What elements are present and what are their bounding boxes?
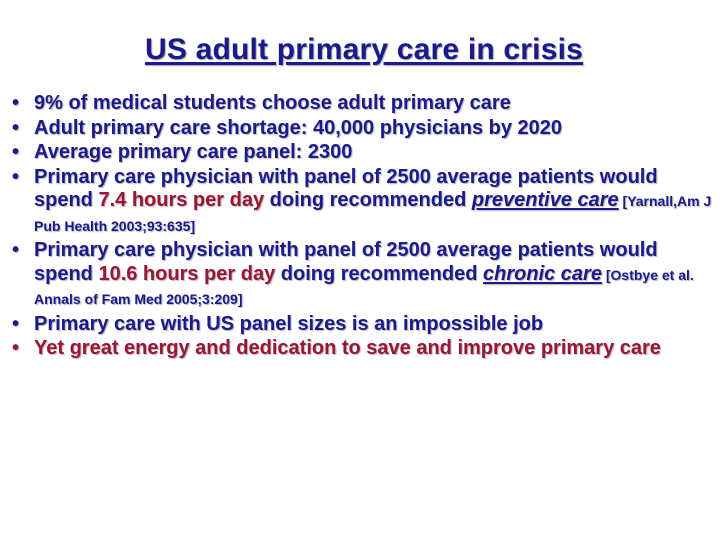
emphasis-text: chronic care bbox=[483, 262, 602, 285]
bullet-text: Primary care physician with panel of 2500 average patients would spend bbox=[34, 239, 658, 285]
highlight-text: 7.4 hours per day bbox=[98, 189, 265, 211]
bullet-item bbox=[10, 117, 722, 141]
citation: [Yarnall,Am J Pub Health 2003;93:635] bbox=[34, 193, 712, 234]
bullet-item bbox=[10, 166, 722, 239]
bullet-text: doing recommended bbox=[275, 262, 484, 285]
highlight-text: 10.6 hours per day bbox=[98, 262, 276, 285]
bullet-text: Average primary care panel: 2300 bbox=[34, 141, 353, 163]
bullet-text: doing recommended bbox=[264, 189, 472, 211]
slide-title: US adult primary care in crisis bbox=[144, 33, 584, 66]
bullet-item bbox=[10, 239, 722, 312]
bullet-marker: • bbox=[12, 116, 20, 139]
bullet-marker: • bbox=[12, 141, 20, 163]
bullet-text: Yet great energy and dedication to save and improve primary care bbox=[34, 337, 661, 359]
bullet-item bbox=[10, 92, 722, 116]
bullet-item bbox=[10, 141, 722, 165]
bullet-marker: • bbox=[12, 92, 20, 114]
bullet-marker: • bbox=[12, 337, 20, 359]
bullet-text: Primary care physician with panel of 2500 average patients would spend bbox=[34, 165, 658, 211]
bullet-text: Primary care with US panel sizes is an impossible job bbox=[34, 312, 544, 335]
citation: [Ostbye et al. Annals of Fam Med 2005;3:209] bbox=[34, 266, 694, 307]
bullet-text: Adult primary care shortage: 40,000 physicians by 2020 bbox=[34, 116, 563, 139]
bullet-marker: • bbox=[12, 312, 20, 335]
bullet-marker: • bbox=[12, 165, 20, 188]
bullet-list bbox=[10, 92, 722, 362]
bullet-marker: • bbox=[12, 239, 20, 261]
bullet-item bbox=[10, 313, 722, 337]
emphasis-text: preventive care bbox=[471, 189, 619, 211]
bullet-item bbox=[10, 337, 722, 361]
bullet-text: 9% of medical students choose adult primary care bbox=[34, 92, 511, 114]
